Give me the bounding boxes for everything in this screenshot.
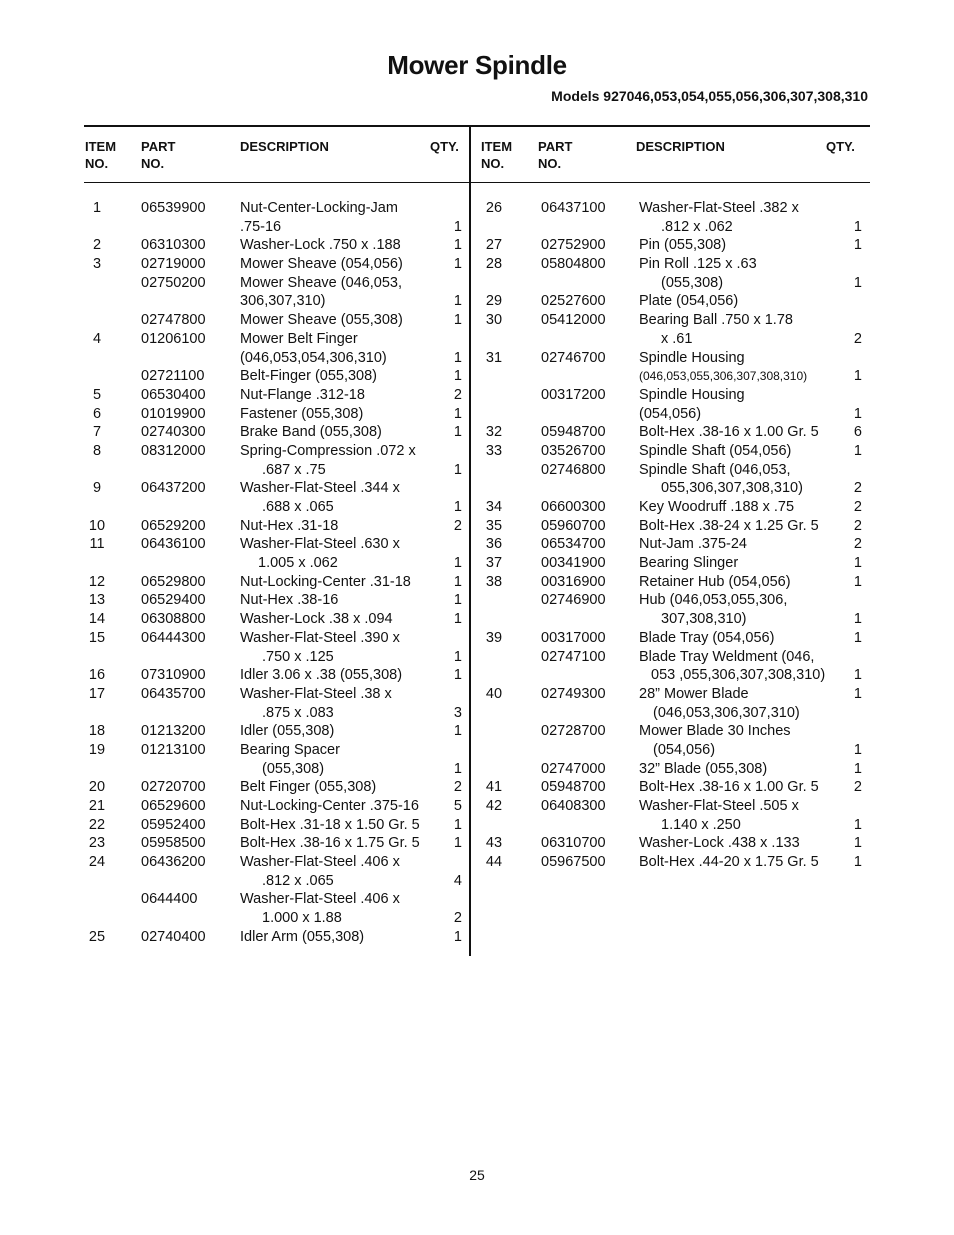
header-description-left: DESCRIPTION [240, 139, 329, 154]
quantity: 1 [853, 442, 862, 459]
description: 1.005 x .062 [258, 555, 338, 572]
quantity: 1 [853, 854, 862, 871]
description: Washer-Flat-Steel .406 x [240, 854, 400, 871]
part-no: 03526700 [541, 442, 606, 459]
description: Washer-Lock .750 x .188 [240, 237, 401, 254]
quantity: 1 [453, 499, 462, 515]
quantity: 1 [853, 237, 862, 254]
part-no: 06539900 [141, 200, 206, 216]
quantity: 3 [453, 704, 462, 721]
description: Key Woodruff .188 x .75 [639, 499, 795, 515]
part-no: 05960700 [541, 517, 606, 534]
quantity: 1 [453, 349, 462, 366]
description: 1.000 x 1.88 [262, 910, 342, 927]
item-no: 23 [88, 835, 106, 852]
description: Hub (046,053,055,306, [639, 592, 788, 609]
description: Nut-Locking-Center .31-18 [240, 573, 411, 590]
description: Idler (055,308) [240, 723, 335, 740]
quantity: 1 [453, 835, 462, 852]
quantity: 1 [853, 573, 862, 590]
description: Pin (055,308) [639, 237, 727, 254]
description: Bolt-Hex .31-18 x 1.50 Gr. 5 [240, 816, 420, 833]
page-title: Mower Spindle [387, 50, 567, 80]
description: .812 x .062 [661, 218, 733, 235]
quantity: 1 [853, 667, 862, 684]
header-part-label: PART [538, 139, 573, 154]
description: Bolt-Hex .44-20 x 1.75 Gr. 5 [639, 854, 819, 871]
item-no: 4 [92, 330, 102, 347]
description: Bolt-Hex .38-16 x 1.75 Gr. 5 [240, 835, 420, 852]
quantity: 2 [453, 910, 462, 927]
quantity: 1 [453, 405, 462, 422]
quantity: 1 [853, 685, 862, 702]
part-no: 02721100 [141, 368, 205, 385]
quantity: 1 [453, 667, 462, 684]
description: Washer-Flat-Steel .344 x [240, 480, 400, 497]
part-no: 00316900 [541, 573, 606, 590]
item-no: 9 [92, 480, 102, 497]
item-no: 30 [485, 312, 503, 329]
quantity: 1 [453, 293, 462, 310]
description: Blade Tray Weldment (046, [639, 648, 815, 665]
quantity: 1 [853, 611, 862, 628]
quantity: 1 [853, 629, 862, 646]
quantity: 2 [853, 779, 862, 796]
quantity: 2 [853, 536, 862, 553]
quantity: 1 [853, 405, 862, 422]
description: Spindle Shaft (046,053, [639, 461, 791, 478]
description: Retainer Hub (054,056) [639, 573, 791, 590]
part-no: 01019900 [141, 405, 206, 422]
part-no: 00341900 [541, 555, 606, 572]
item-no: 28 [485, 256, 503, 273]
quantity: 1 [453, 928, 462, 945]
part-no: 07310900 [141, 667, 206, 684]
description: Washer-Flat-Steel .406 x [240, 891, 400, 908]
quantity: 1 [453, 368, 462, 385]
part-no: 06529200 [141, 517, 206, 534]
item-no: 6 [92, 405, 102, 422]
part-no: 06530400 [141, 386, 206, 403]
description: .688 x .065 [262, 499, 334, 515]
item-no: 1 [92, 200, 102, 216]
description: Belt-Finger (055,308) [240, 368, 378, 385]
item-no: 20 [88, 779, 106, 796]
part-no: 08312000 [141, 442, 206, 459]
part-no: 02749300 [541, 685, 606, 702]
quantity: 1 [853, 816, 862, 833]
part-no: 05958500 [141, 835, 206, 852]
part-no: 00317200 [541, 386, 606, 403]
item-no: 26 [485, 200, 503, 216]
header-no-label: NO. [481, 156, 505, 171]
header-qty-left: QTY. [430, 139, 459, 154]
description: Mower Sheave (054,056) [240, 256, 403, 273]
quantity: 1 [853, 835, 862, 852]
description: .687 x .75 [262, 461, 326, 478]
part-no: 06435700 [141, 685, 206, 702]
quantity: 2 [853, 480, 862, 497]
quantity: 1 [853, 741, 862, 758]
quantity: 1 [853, 760, 862, 777]
part-no: 0644400 [141, 891, 198, 908]
description: (054,056) [653, 741, 716, 758]
item-no: 16 [88, 667, 106, 684]
part-no: 06529800 [141, 573, 206, 590]
description: Washer-Flat-Steel .505 x [639, 798, 799, 814]
item-no: 42 [485, 798, 503, 814]
description: 053 ,055,306,307,308,310) [651, 667, 826, 684]
description: 1.140 x .250 [661, 816, 741, 833]
item-no: 10 [88, 517, 106, 534]
description: Spindle Housing [639, 386, 745, 403]
part-no: 00317000 [541, 629, 606, 646]
item-no: 18 [88, 723, 106, 740]
description: (046,053,306,307,310) [653, 704, 800, 721]
part-no: 06436100 [141, 536, 206, 553]
item-no: 44 [485, 854, 503, 871]
column-divider [469, 126, 471, 956]
quantity: 1 [853, 368, 862, 385]
description: (055,308) [262, 760, 325, 777]
header-qty-right: QTY. [826, 139, 855, 154]
description: .750 x .125 [262, 648, 334, 665]
item-no: 21 [88, 798, 106, 814]
description: Pin Roll .125 x .63 [639, 256, 757, 273]
description: Bolt-Hex .38-16 x 1.00 Gr. 5 [639, 424, 819, 441]
item-no: 34 [485, 499, 503, 515]
description: Bearing Spacer [240, 741, 340, 758]
description: 055,306,307,308,310) [661, 480, 803, 497]
item-no: 11 [89, 536, 105, 553]
part-no: 06310300 [141, 237, 206, 254]
table-header-rule [84, 182, 870, 183]
quantity: 4 [453, 872, 462, 889]
item-no: 2 [92, 237, 102, 254]
header-item-no-right [481, 138, 512, 172]
description: Washer-Lock .38 x .094 [240, 611, 393, 628]
description: Nut-Center-Locking-Jam [240, 200, 398, 216]
item-no: 41 [485, 779, 503, 796]
description: .812 x .065 [262, 872, 334, 889]
description: Nut-Jam .375-24 [639, 536, 747, 553]
table-top-rule [84, 125, 870, 127]
quantity: 1 [453, 312, 462, 329]
part-no: 06534700 [541, 536, 606, 553]
quantity: 1 [453, 573, 462, 590]
header-part-no-left [141, 138, 175, 172]
quantity: 1 [453, 256, 462, 273]
description: (046,053,054,306,310) [240, 349, 387, 366]
item-no: 5 [92, 386, 102, 403]
quantity: 1 [453, 461, 462, 478]
header-description-right: DESCRIPTION [636, 139, 725, 154]
quantity: 2 [453, 386, 462, 403]
quantity: 2 [453, 779, 462, 796]
part-no: 02750200 [141, 274, 206, 291]
header-part-no-right [538, 138, 572, 172]
item-no: 27 [485, 237, 503, 254]
description: (055,308) [661, 274, 724, 291]
quantity: 2 [853, 330, 862, 347]
part-no: 01206100 [141, 330, 206, 347]
description: Belt Finger (055,308) [240, 779, 377, 796]
description: Spring-Compression .072 x [240, 442, 416, 459]
description: Bearing Ball .750 x 1.78 [639, 312, 793, 329]
description: Nut-Locking-Center .375-16 [240, 798, 419, 814]
description: Washer-Flat-Steel .390 x [240, 629, 400, 646]
part-no: 02527600 [541, 293, 606, 310]
description: 307,308,310) [661, 611, 747, 628]
item-no: 29 [485, 293, 503, 310]
item-no: 32 [485, 424, 503, 441]
quantity: 5 [453, 798, 462, 814]
description: Spindle Shaft (054,056) [639, 442, 792, 459]
quantity: 1 [853, 218, 862, 235]
description: Washer-Flat-Steel .630 x [240, 536, 400, 553]
part-no: 05948700 [541, 424, 606, 441]
item-no: 3 [92, 256, 102, 273]
part-no: 06600300 [541, 499, 606, 515]
part-no: 05948700 [541, 779, 606, 796]
description: Fastener (055,308) [240, 405, 364, 422]
description: Plate (054,056) [639, 293, 739, 310]
part-no: 02728700 [541, 723, 606, 740]
part-no: 01213200 [141, 723, 206, 740]
part-no: 06436200 [141, 854, 206, 871]
quantity: 1 [453, 218, 462, 235]
item-no: 39 [485, 629, 503, 646]
quantity: 1 [453, 723, 462, 740]
description: Spindle Housing [639, 349, 745, 366]
header-item-label: ITEM [85, 139, 117, 154]
description: Mower Sheave (046,053, [240, 274, 403, 291]
quantity: 2 [853, 499, 862, 515]
item-no: 33 [485, 442, 503, 459]
part-no: 01213100 [141, 741, 206, 758]
description: Bolt-Hex .38-24 x 1.25 Gr. 5 [639, 517, 819, 534]
quantity: 6 [853, 424, 862, 441]
part-no: 02747800 [141, 312, 206, 329]
quantity: 1 [453, 555, 462, 572]
part-no: 06529400 [141, 592, 206, 609]
part-no: 02720700 [141, 779, 206, 796]
quantity: 2 [453, 517, 462, 534]
description: Washer-Flat-Steel .382 x [639, 200, 799, 216]
quantity: 1 [853, 274, 862, 291]
header-no-label: NO. [538, 156, 562, 171]
description: 306,307,310) [240, 293, 326, 310]
part-no: 06310700 [541, 835, 606, 852]
description: Brake Band (055,308) [240, 424, 382, 441]
description: 28” Mower Blade [639, 685, 749, 702]
part-no: 02746900 [541, 592, 606, 609]
part-no: 06444300 [141, 629, 206, 646]
item-no: 38 [485, 573, 503, 590]
description: Idler Arm (055,308) [240, 928, 365, 945]
item-no: 12 [88, 573, 106, 590]
description: Washer-Lock .438 x .133 [639, 835, 800, 852]
description: Idler 3.06 x .38 (055,308) [240, 667, 403, 684]
part-no: 05412000 [541, 312, 606, 329]
part-no: 02719000 [141, 256, 206, 273]
item-no: 7 [92, 424, 102, 441]
header-item-no-left [85, 138, 116, 172]
item-no: 24 [88, 854, 106, 871]
item-no: 17 [88, 685, 106, 702]
part-no: 06437200 [141, 480, 206, 497]
quantity: 1 [453, 237, 462, 254]
description: 32” Blade (055,308) [639, 760, 768, 777]
item-no: 31 [485, 349, 503, 366]
part-no: 06408300 [541, 798, 606, 814]
quantity: 1 [453, 424, 462, 441]
part-no: 02746800 [541, 461, 606, 478]
description: Mower Blade 30 Inches [639, 723, 791, 740]
header-no-label: NO. [85, 156, 109, 171]
description: Nut-Flange .312-18 [240, 386, 365, 403]
description: Nut-Hex .38-16 [240, 592, 339, 609]
quantity: 2 [853, 517, 862, 534]
item-no: 15 [88, 629, 106, 646]
description: .75-16 [240, 218, 282, 235]
item-no: 43 [485, 835, 503, 852]
part-no: 02747100 [541, 648, 606, 665]
item-no: 36 [485, 536, 503, 553]
part-no: 02746700 [541, 349, 606, 366]
item-no: 8 [92, 442, 102, 459]
header-item-label: ITEM [481, 139, 513, 154]
part-no: 02740400 [141, 928, 206, 945]
item-no: 40 [485, 685, 503, 702]
part-no: 06437100 [541, 200, 606, 216]
description: (046,053,055,306,307,308,310) [639, 369, 808, 384]
description: (054,056) [639, 405, 702, 422]
part-no: 05804800 [541, 256, 606, 273]
item-no: 37 [485, 555, 503, 572]
description: .875 x .083 [262, 704, 334, 721]
part-no: 02752900 [541, 237, 606, 254]
description: x .61 [661, 330, 693, 347]
quantity: 1 [453, 760, 462, 777]
item-no: 35 [485, 517, 503, 534]
description: Bolt-Hex .38-16 x 1.00 Gr. 5 [639, 779, 819, 796]
description: Washer-Flat-Steel .38 x [240, 685, 392, 702]
quantity: 1 [453, 816, 462, 833]
page-number: 25 [469, 1167, 485, 1183]
quantity: 1 [453, 648, 462, 665]
quantity: 1 [853, 555, 862, 572]
description: Mower Belt Finger [240, 330, 358, 347]
item-no: 19 [88, 741, 106, 758]
description: Nut-Hex .31-18 [240, 517, 339, 534]
part-no: 05952400 [141, 816, 206, 833]
description: Bearing Slinger [639, 555, 739, 572]
item-no: 14 [88, 611, 106, 628]
part-no: 02747000 [541, 760, 606, 777]
description: Blade Tray (054,056) [639, 629, 775, 646]
part-no: 05967500 [541, 854, 606, 871]
header-no-label: NO. [141, 156, 165, 171]
part-no: 06308800 [141, 611, 206, 628]
item-no: 22 [88, 816, 106, 833]
quantity: 1 [453, 611, 462, 628]
item-no: 25 [88, 928, 106, 945]
quantity: 1 [453, 592, 462, 609]
header-part-label: PART [141, 139, 176, 154]
models-subtitle: Models 927046,053,054,055,056,306,307,308,310 [551, 88, 868, 104]
part-no: 02740300 [141, 424, 206, 441]
part-no: 06529600 [141, 798, 206, 814]
description: Mower Sheave (055,308) [240, 312, 403, 329]
item-no: 13 [88, 592, 106, 609]
